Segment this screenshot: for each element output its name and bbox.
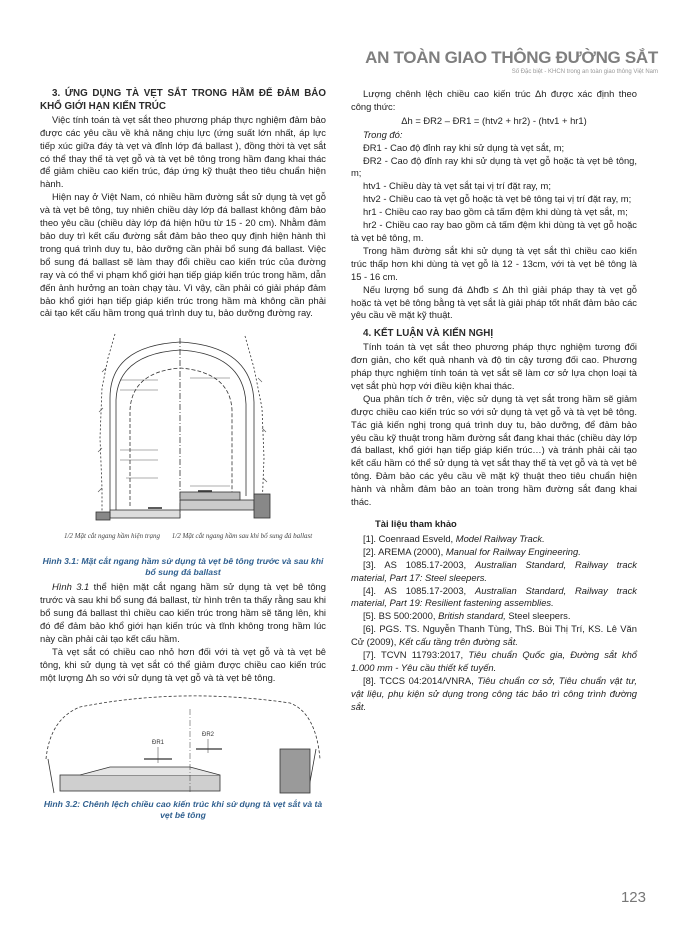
section4-heading: 4. KẾT LUẬN VÀ KIẾN NGHỊ bbox=[363, 328, 494, 340]
definition-dr1: ĐR1 - Cao độ đỉnh ray khi sử dụng tà vẹt sắt, m; bbox=[363, 141, 565, 153]
definition-hr2: hr2 - Chiều cao ray bao gồm cả tấm đệm khi dùng tà vẹt gỗ hoặc tà vẹt bê tông, m. bbox=[351, 219, 637, 243]
rock-hatching bbox=[98, 368, 267, 492]
steel-sleeper-paragraph: Tà vẹt sắt có chiều cao nhỏ hơn đối với tà vẹt gỗ và tà vẹt bê tông, khi sử dụng tà vẹt sắt có thể giảm được chiều cao kiến trúc một lượng Δh so với sử dụng tà vẹt gỗ và tà vẹt bê tông. bbox=[40, 645, 326, 683]
figure-3-1-paragraph bbox=[40, 581, 326, 646]
label-dr1: ĐR1 bbox=[152, 739, 165, 746]
tunnel-arch-outline bbox=[46, 695, 320, 758]
figure-label-right: 1/2 Mặt cắt ngang hầm sau khi bổ sung đá ballast bbox=[171, 532, 313, 541]
ballast-bed bbox=[60, 775, 220, 791]
reference-8: [8]. TCCS 04:2014/VNRA, Tiêu chuẩn cơ sở, Tiêu chuẩn vật tư, vật liệu, phụ kiện sử dụng trong công tác bảo trì công trình đường sắt. bbox=[351, 674, 637, 712]
reference-4: [4]. AS 1085.17-2003, Australian Standard, Railway track material, Part 19: Resilient fastening assemblies. bbox=[351, 584, 637, 609]
figure-reference: Hình 3.1 bbox=[52, 581, 90, 593]
ballast-solution-paragraph: Nếu lượng bổ sung đá Δhđb ≤ Δh thì giải pháp thay tà vẹt gỗ hoặc tà vẹt bê tông bằng tà vẹt sắt là giải pháp tốt nhất đảm bảo các yêu cầu về mặt kỹ thuật. bbox=[351, 283, 637, 321]
clearance-envelope bbox=[130, 368, 232, 506]
formula-where: Trong đó: bbox=[363, 128, 403, 140]
floor-slab-left bbox=[110, 510, 180, 518]
reference-5: [5]. BS 500:2000, British standard, Steel sleepers. bbox=[363, 610, 571, 622]
right-column bbox=[351, 88, 637, 714]
ballast-added bbox=[180, 492, 240, 500]
tunnel-rock-right bbox=[245, 336, 264, 508]
reference-1: [1]. Coenraad Esveld, Model Railway Track. bbox=[363, 532, 545, 544]
section3-paragraph-1: Việc tính toán tà vẹt sắt theo phương pháp thực nghiệm đảm bảo được các yêu cầu về khả năng chịu lực (ứng suất lớn nhất, áp lực tiếp xúc giữa đáy tà vẹt và đỉnh lớp đá ballast ), đồng thời tà vẹt sắt có thể thay thế tà vẹt gỗ và tà vẹt bê tông trong hầm đang khai thác để giảm chiều cao kiến trúc, đáp ứng kỹ thuật theo tiêu chuẩn hiện hành. bbox=[40, 113, 326, 190]
reference-6: [6]. PGS. TS. Nguyễn Thanh Tùng, ThS. Bùi Thị Trí, KS. Lê Văn Cử (2009), Kết cấu tầng trên đường sắt. bbox=[351, 623, 637, 648]
label-dr2: ĐR2 bbox=[202, 731, 215, 738]
reference-7: [7]. TCVN 11793:2017, Tiêu chuẩn Quốc gia, Đường sắt khổ 1.000 mm - Yêu cầu thiết kế tuyến. bbox=[351, 649, 637, 673]
figure-3-2-height-difference bbox=[40, 689, 326, 797]
figure-3-1-tunnel-cross-section bbox=[40, 328, 326, 554]
reference-2: [2]. AREMA (2000), Manual for Railway Engineering. bbox=[363, 545, 581, 557]
height-comparison-paragraph: Trong hầm đường sắt khi sử dụng tà vẹt sắt thì chiều cao kiến trúc thấp hơn khi dùng tà vẹt gỗ là 12 - 13cm, với tà vẹt bê tông là 15 - 16 cm. bbox=[351, 244, 637, 282]
left-column bbox=[40, 88, 326, 824]
definition-htv2: htv2 - Chiều cao tà vẹt gỗ hoặc tà vẹt bê tông tại vị trí đặt ray, m; bbox=[363, 193, 632, 205]
floor-slab-right bbox=[180, 500, 254, 510]
formula: Δh = ĐR2 – ĐR1 = (htv2 + hr2) - (htv1 + hr1) bbox=[401, 114, 587, 126]
figure-3-1-paragraph-text: thể hiện mặt cắt ngang hầm sử dụng tà vẹt bê tông trước và sau khi bổ sung đá ballast, từ hình trên ta thấy rằng sau khi bổ sung đá ballast thì chiều cao kiến trúc trong hầm sẽ tăng lên, khi đó để đảm bảo khổ giới hạn kiến trúc và tĩnh không trong hầm lúc này cần phải cải tạo kết cấu hầm. bbox=[40, 581, 326, 644]
section3-paragraph-2: Hiện nay ở Việt Nam, có nhiều hầm đường sắt sử dụng tà vẹt gỗ và tà vẹt bê tông, tuy nhiên chiều dày lớp đá ballast không đảm bảo theo yêu cầu (chiều dày lớp đá hiện hữu từ 15 - 20 cm). Nhằm đảm bảo duy trì kết cấu đường sắt đảm bảo theo quy định hiện hành thì trong quá trình duy tu, bảo dưỡng cần phải bổ sung đá ballast. Việc bổ sung đá ballast sẽ làm thay đổi chiều cao kiến trúc của đường ray và có thể vi phạm khổ giới hạn tiếp giáp kiến trúc trong hầm, dẫn đến ảnh hưởng an toàn chạy tàu. Vì vậy, cần phải có giải pháp đảm bảo khổ giới hạn tiếp giáp kiến trúc trong hầm mà không cần phải cải tạo kết cấu hầm trong quá trình duy tu, bảo dưỡng đường ray. bbox=[40, 191, 326, 319]
definition-dr2: ĐR2 - Cao độ đỉnh ray khi sử dụng tà vẹt gỗ hoặc tà vẹt bê tông, m; bbox=[351, 154, 637, 179]
figure-label-left: 1/2 Mặt cắt ngang hầm hiện trạng bbox=[63, 532, 161, 541]
right-wall-block bbox=[280, 749, 310, 793]
ballast-profile bbox=[80, 767, 220, 775]
journal-title: AN TOÀN GIAO THÔNG ĐƯỜNG SẮT bbox=[365, 48, 658, 67]
page-number: 123 bbox=[620, 889, 646, 906]
journal-subtitle: Số Đặc biệt - KHCN trong an toàn giao thông Việt Nam bbox=[511, 69, 658, 75]
definition-htv1: htv1 - Chiều dày tà vẹt sắt tại vị trí đặt ray, m; bbox=[363, 180, 551, 192]
reference-3: [3]. AS 1085.17-2003, Australian Standard, Railway track material, Part 17: Steel sleepers. bbox=[351, 558, 637, 583]
tunnel-lining-inner bbox=[116, 350, 246, 512]
definition-hr1: hr1 - Chiều cao ray bao gồm cả tấm đệm khi dùng tà vẹt sắt, m; bbox=[363, 206, 628, 218]
section4-paragraph-1: Tính toán tà vẹt sắt theo phương pháp thực nghiệm tương đối đơn giản, cho kết quả nhanh và độ tin cậy tương đối cao. Phương pháp thực nghiệm tính toán tà vẹt sắt sẽ làm cơ sở lựa chọn loại tà vẹt sắt phù hợp với điều kiện khai thác. bbox=[351, 341, 637, 391]
formula-intro: Lượng chênh lệch chiều cao kiến trúc Δh được xác định theo công thức: bbox=[351, 88, 637, 112]
side-wall-left bbox=[96, 512, 110, 520]
section3-heading: 3. ỨNG DỤNG TÀ VẸT SẮT TRONG HẦM ĐỂ ĐẢM BẢO KHỔ GIỚI HẠN KIẾN TRÚC bbox=[40, 88, 326, 112]
tunnel-wall-left bbox=[48, 759, 54, 793]
references-title: Tài liệu tham khảo bbox=[375, 518, 457, 529]
figure-3-1-caption: Hình 3.1: Mặt cắt ngang hầm sử dụng tà vẹt bê tông trước và sau khi bổ sung đá ballast bbox=[42, 556, 324, 578]
side-wall-right bbox=[254, 494, 270, 518]
tunnel-rock-left bbox=[100, 334, 115, 516]
figure-3-2-caption: Hình 3.2: Chênh lệch chiều cao kiến trúc khi sử dụng tà vẹt sắt và tà vẹt bê tông bbox=[43, 798, 323, 820]
section4-paragraph-2: Qua phân tích ở trên, việc sử dụng tà vẹt sắt trong hầm sẽ giảm được chiều cao kiến trúc so với sử dụng tà vẹt gỗ và tà vẹt bê tông. Tác giả kiến nghị trong quá trình duy tu, bảo dưỡng, để đảm bảo yêu cầu kỹ thuật trong hầm đường sắt đang khai thác (chiều dày lớp đá ballast, khổ giới hạn tiếp giáp kiến trúc…) và tránh phải cải tạo kết cấu hầm có thể sử dụng tà vẹt sắt thay thế tà vẹt gỗ và tà vẹt bê tông. Đảm bảo các yêu cầu về mặt kỹ thuật theo tiêu chuẩn hiện hành và nhằm đảm bảo an toàn trong hầm đường sắt đang khai thác. bbox=[351, 392, 637, 508]
